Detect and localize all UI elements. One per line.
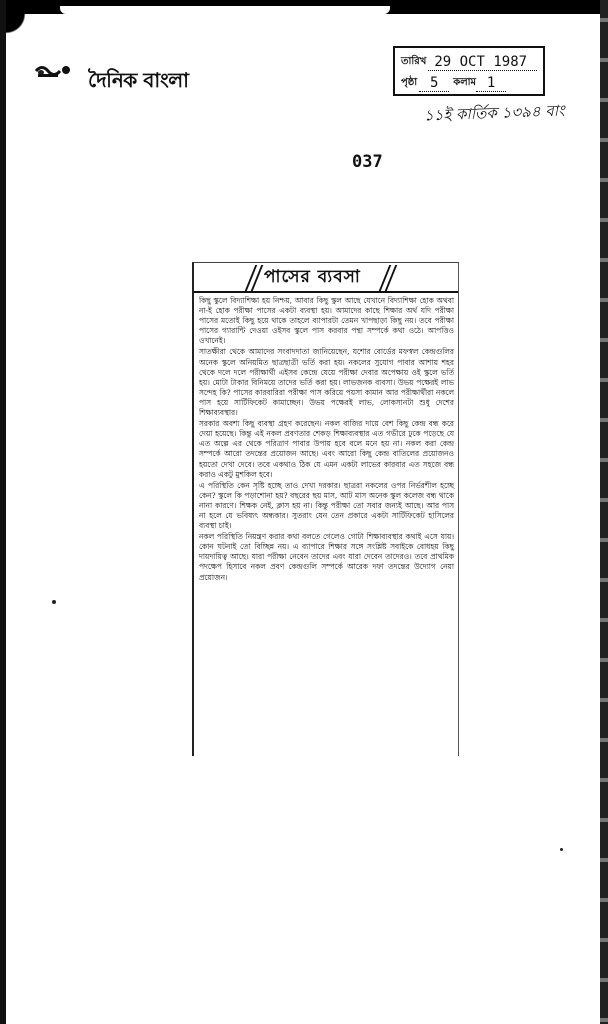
article-paragraph: নকল পরিস্থিতি নিয়ন্ত্রণ করার কথা বলতে গেলেও গোটা শিক্ষাব্যবস্থার কথাই এসে যায়। কোন ঘটনাই তো বিচ্ছিন্ন নয়। এ ব্যাপারে শিক্ষার সঙ্গে সংশ্লিষ্ট সবাইকে বোধহয় কিছু দায়দায়িত্ব আছে। যারা পরীক্ষা নেবেন তাদের এবং যারা দেবেন তাদেরও। তবে প্রাথমিক পদক্ষেপ হিসাবে নকল প্রবণ কেন্দ্রগুলি সম্পর্কে আরেক দফা তদন্তের উদ্যোগ নেয়া প্রয়োজন। (199, 532, 454, 582)
newspaper-logo-icon (34, 62, 74, 80)
scan-top-border-gap (60, 6, 390, 14)
scan-speck (52, 600, 56, 604)
stamp-column-value: 1 (476, 75, 506, 92)
stamp-column-label: কলাম (453, 77, 477, 88)
stamp-page-value: 5 (419, 75, 449, 92)
stamp-date-row (401, 50, 537, 71)
page-number: 037 (352, 152, 383, 172)
stamp-page-row (401, 71, 537, 92)
handwritten-date-note: ১১ই কার্তিক ১৩৯৪ বাং (423, 101, 565, 125)
date-stamp (393, 46, 545, 96)
stamp-date-value: 29 OCT 1987 (428, 54, 537, 71)
article-paragraph: সরকার অবশ্য কিছু ব্যবস্থা গ্রহণ করেছেন। নকল বাজির দায়ে বেশ কিছু কেন্দ্র বন্ধ করে দেয়া হয়েছে। কিন্তু এই নকল প্রবণতার শেকড় শিক্ষাব্যবস্থার এত গভীরে ঢুকে পড়েছে যে এত অল্পে এর থেকে পরিত্রাণ পাবার উপায় হবে বলে মনে হয় না। নকল করা কেন্দ্র সম্পর্কে আরো তদন্তের প্রয়োজন আছে। এবং আরো কিছু কেন্দ্র বাতিলের প্রয়োজনও হয়তো দেখা দেবে। তবে একথাও ঠিক যে এমন একটা লাভের কারবার এত সহজে বন্ধ করাও একটু মুশকিল হবে। (199, 419, 454, 479)
article-paragraph: কিছু স্কুলে বিদ্যাশিক্ষা হয় নিশ্চয়, আবার কিছু স্কুল আছে যেখানে বিদ্যাশিক্ষা হোক অথবা না-ই হোক পরীক্ষা পাসের একটা ব্যবস্থা হয়। আমাদের কাছে শিক্ষার অর্থ যদি পরীক্ষা পাসের মতোই কিছু হয়ে থাকে তাহলে ব্যাপারটা তেমন খাপছাড়া কিছু নয়। তবে পরীক্ষা পাসের গ্যারান্টি দেওয়া ওইসব স্কুলে পাস করবার পন্থা সম্পর্কে কথা ওঠে। আপত্তিও ওখানেই। (199, 296, 454, 346)
scan-left-border (0, 0, 6, 1024)
scan-right-border (600, 0, 608, 1024)
article-title: পাসের ব্যবসা (264, 267, 361, 287)
scan-corner-shadow (6, 14, 30, 36)
article-paragraph: এ পরিস্থিতি কেন সৃষ্টি হচ্ছে তাও দেখা দরকার। ছাত্ররা নকলের ওপর নির্ভরশীল হচ্ছে কেন? স্কুলে কি পড়াশোনা হয়? বছরের ছয় মাস, আট মাস অনেক স্কুল কলেজ বন্ধ থাকে নানা কারণে। শিক্ষক নেই, ক্লাস হয় না। কিন্তু পরীক্ষা তো সবার জন্যই আছে। আর পাস না হলে যে ভবিষ্যৎ অন্ধকার। সুতরাং যেন তেন প্রকারে একটা সার্টিফিকেট হাসিলের ব্যবস্থা চাই। (199, 480, 454, 531)
stamp-date-label: তারিখ (401, 56, 427, 67)
stamp-page-label: পৃষ্ঠা (401, 77, 418, 88)
article-body (194, 293, 458, 583)
newspaper-clipping (192, 262, 459, 756)
scan-speck (560, 848, 563, 851)
clipping-header (194, 263, 458, 293)
newspaper-name: দৈনিক বাংলা (88, 68, 189, 92)
article-paragraph: সাতক্ষীরা থেকে আমাদের সংবাদদাতা জানিয়েছেন, যশোর বোর্ডের মফস্বল কেন্দ্রগুলির অনেক স্কুলে অনিয়মিত ছাত্রছাত্রী ভর্তি করা হয়। নকলের সুযোগ পাবার আশায় শহর থেকে দলে দলে পরীক্ষার্থী এইসব কেন্দ্রে যেয়ে পরীক্ষা দেবার অপেক্ষায় ওই স্কুলে ভর্তি হয়। মোটা টাকার বিনিময়ে তাদের ভর্তি করা হয়। লাভজনক ব্যবসা। উভয় পক্ষেরই লাভ সন্দেহ কি? পাসের কারবারিরা পরীক্ষা পাস করিয়ে পয়সা কামান আর পরীক্ষার্থীরা নকলে পাস হয়ে সার্টিফিকেট কামাচ্ছেন। উভয় পক্ষেরই লাভ, লোকসানটা শুধু দেশের শিক্ষাব্যবস্থার। (199, 347, 454, 418)
